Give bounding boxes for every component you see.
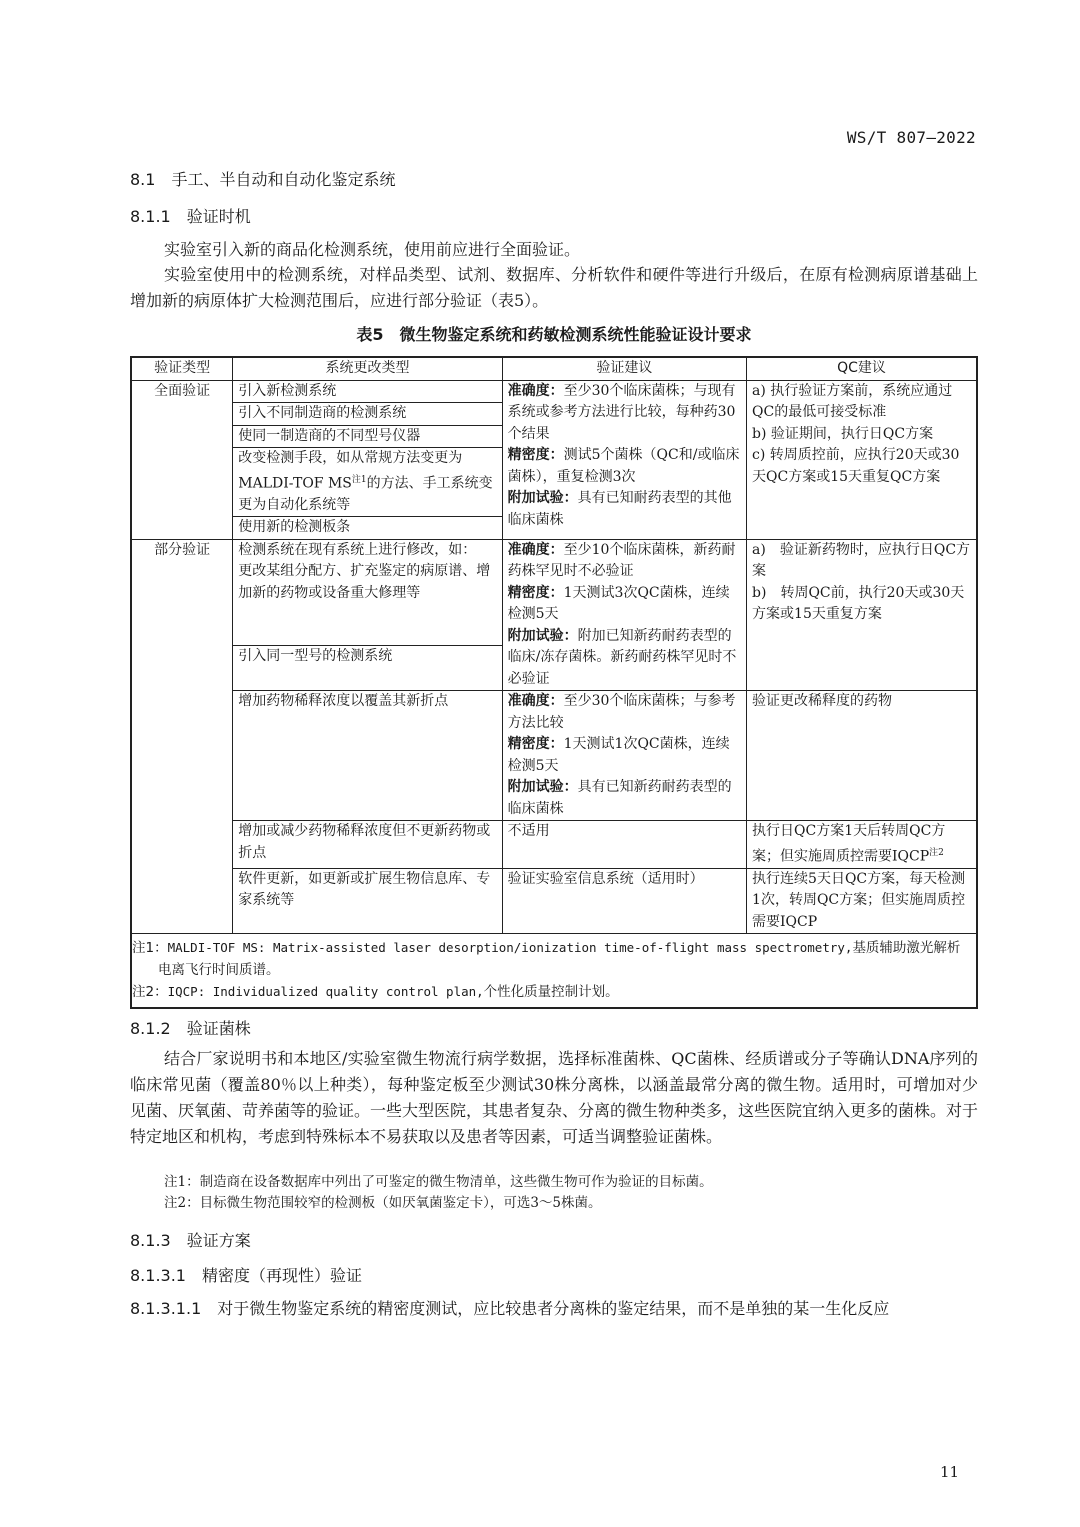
heading-number: 8.1.3 — [130, 1231, 171, 1250]
accuracy-text: 至少30个临床菌株；与参考方法比较 — [507, 693, 736, 731]
note-ref: 注2 — [929, 847, 944, 858]
qc-text: 执行日QC方案1天后转周QC方案；但实施周质控需要IQCP — [752, 823, 946, 865]
standard-id: WS/T 807—2022 — [846, 128, 976, 147]
table-note — [132, 937, 971, 981]
qc-item: a) 验证新药物时，应执行日QC方案 — [752, 541, 971, 580]
page-number: 11 — [940, 1463, 960, 1481]
change-cell: 引入不同制造商的检测系统 — [233, 403, 502, 426]
paragraph: 实验室使用中的检测系统，对样品类型、试剂、数据库、分析软件和硬件等进行升级后，在原有检测病原谱基础上增加新的病原体扩大检测范围后，应进行部分验证（表5）。 — [130, 265, 978, 310]
heading-title: 验证菌株 — [186, 1019, 251, 1038]
qc-item: b) 转周QC前，执行20天或30天方案或15天重复方案 — [752, 584, 965, 623]
heading-8-1-1 — [130, 204, 251, 227]
qc-item: b) 验证期间，执行日QC方案 — [752, 425, 934, 442]
table-note-row — [131, 934, 977, 1008]
table-note — [132, 981, 971, 1004]
change-cell: 引入同一型号的检测系统 — [233, 646, 502, 691]
table-header-cell: 验证建议 — [502, 357, 746, 380]
change-cell: 引入新检测系统 — [233, 380, 502, 403]
table-header-cell: QC建议 — [747, 357, 977, 380]
qc-cell — [747, 380, 977, 539]
note-english: MALDI-TOF MS: Matrix-assisted laser desorption/ionization time-of-flight mass spectrometry, — [167, 940, 853, 956]
heading-number: 8.1.1 — [130, 207, 171, 226]
qc-cell: 执行连续5天日QC方案，每天检测1次，转周QC方案；但实施周质控需要IQCP — [747, 868, 977, 934]
paragraph: 实验室引入新的商品化检测系统，使用前应进行全面验证。 — [164, 240, 581, 259]
table-header-cell: 验证类型 — [131, 357, 233, 380]
label-accuracy: 准确度： — [507, 382, 564, 399]
qc-cell: 验证更改稀释度的药物 — [747, 691, 977, 821]
paragraph: 结合厂家说明书和本地区/实验室微生物流行病学数据，选择标准菌株、QC菌株、经质谱或分子等确认DNA序列的临床常见菌（覆盖80％以上种类），每种鉴定板至少测试30株分离株，以涵盖最常分离的微生物。适用时，可增加对少见菌、厌氧菌、苛养菌等的验证。一些大型医院，其患者复杂、分离的微生物种类多，这些医院宜纳入更多的菌株。对于特定地区和机构，考虑到特殊标本不易获取以及患者等因素，可适当调整验证菌株。 — [130, 1049, 979, 1146]
heading-number: 8.1.2 — [130, 1019, 171, 1038]
section-note: 注1：制造商在设备数据库中列出了可鉴定的微生物清单，这些微生物可作为验证的目标菌。 — [164, 1174, 713, 1190]
heading-title: 手工、半自动和自动化鉴定系统 — [171, 170, 396, 189]
table-header-cell: 系统更改类型 — [233, 357, 502, 380]
recommendation-cell — [502, 691, 746, 821]
label-additional: 附加试验： — [507, 490, 578, 506]
label-precision: 精密度： — [507, 736, 564, 753]
table-row — [131, 539, 977, 646]
qc-cell — [747, 539, 977, 691]
additional-text: 具有已知新药耐药表型的临床菌株 — [507, 779, 732, 817]
label-accuracy: 准确度： — [507, 541, 564, 558]
heading-8-1-3 — [130, 1228, 251, 1251]
recommendation-cell — [502, 380, 746, 539]
precision-text: 测试5个菌株（QC和/或临床菌株），重复检测3次 — [507, 447, 740, 485]
label-accuracy: 准确度： — [507, 693, 564, 710]
heading-8-1 — [130, 167, 395, 190]
table-row — [131, 380, 977, 403]
heading-number: 8.1 — [130, 170, 156, 189]
label-precision: 精密度： — [507, 447, 564, 463]
note-ref: 注1 — [351, 474, 367, 485]
table-row — [131, 691, 977, 821]
clause-number: 8.1.3.1.1 — [130, 1299, 202, 1318]
change-text: 改变检测手段，如从常规方法变更为 — [238, 450, 463, 466]
clause-text: 对于微生物鉴定系统的精密度测试，应比较患者分离株的鉴定结果，而不是单独的某一生化反应 — [217, 1299, 890, 1318]
table-5 — [130, 356, 978, 1009]
maldi-abbr: MALDI-TOF MS — [238, 475, 352, 492]
change-text: 更改某组分配方、扩充鉴定的病原谱、增加新的药物或设备重大修理等 — [238, 563, 491, 601]
qc-item: c) 转周质控前，应执行20天或30天QC方案或15天重复QC方案 — [752, 447, 960, 485]
heading-title: 验证时机 — [186, 207, 251, 226]
change-cell: 增加药物稀释浓度以覆盖其新折点 — [233, 691, 502, 821]
change-cell — [233, 539, 502, 646]
note-chinese: 基质辅助激光解析电离飞行时间质谱。 — [158, 940, 961, 978]
clause-8-1-3-1-1 — [130, 1296, 978, 1321]
heading-8-1-3-1 — [130, 1263, 362, 1286]
heading-number: 8.1.3.1 — [130, 1266, 186, 1285]
recommendation-cell: 不适用 — [502, 821, 746, 869]
qc-cell — [747, 821, 977, 869]
additional-text: 附加已知新药耐药表型的临床/冻存菌株。新药耐药株罕见时不必验证 — [507, 627, 737, 687]
change-cell: 使同一制造商的不同型号仪器 — [233, 425, 502, 448]
note-chinese: 个性化质量控制计划。 — [483, 984, 619, 1001]
precision-text: 1天测试1次QC菌株，连续检测5天 — [507, 736, 730, 774]
note-english: IQCP: Individualized quality control plan, — [167, 984, 484, 1000]
change-cell — [233, 448, 502, 517]
table-row — [131, 821, 977, 869]
table-header-row — [131, 357, 977, 380]
table-notes — [131, 934, 977, 1008]
table-row — [131, 868, 977, 934]
heading-8-1-2 — [130, 1016, 251, 1039]
qc-item: a) 执行验证方案前，系统应通过QC的最低可接受标准 — [752, 382, 953, 420]
change-text: 的方法、手工系统变更为自动化系统等 — [238, 475, 493, 513]
label-precision: 精密度： — [507, 584, 564, 601]
label-additional: 附加试验： — [507, 779, 578, 796]
precision-text: 1天测试3次QC菌株，连续检测5天 — [507, 584, 730, 623]
section-note: 注2：目标微生物范围较窄的检测板（如厌氧菌鉴定卡），可选3～5株菌。 — [164, 1195, 602, 1211]
recommendation-cell: 验证实验室信息系统（适用时） — [502, 868, 746, 934]
note-label: 注2： — [132, 984, 168, 1001]
heading-title: 精密度（再现性）验证 — [202, 1266, 363, 1285]
change-cell: 软件更新，如更新或扩展生物信息库、专家系统等 — [233, 868, 502, 934]
change-cell: 使用新的检测板条 — [233, 517, 502, 540]
accuracy-text: 至少30个临床菌株；与现有系统或参考方法进行比较，每种药30个结果 — [507, 382, 736, 442]
verification-type-cell: 部分验证 — [131, 539, 233, 934]
change-cell: 增加或减少药物稀释浓度但不更新药物或折点 — [233, 821, 502, 869]
table-caption: 表5 微生物鉴定系统和药敏检测系统性能验证设计要求 — [356, 325, 752, 344]
accuracy-text: 至少10个临床菌株，新药耐药株罕见时不必验证 — [507, 541, 736, 580]
change-text: 检测系统在现有系统上进行修改，如： — [238, 541, 477, 558]
additional-text: 具有已知耐药表型的其他临床菌株 — [507, 490, 732, 528]
heading-title: 验证方案 — [186, 1231, 251, 1250]
verification-type-cell: 全面验证 — [131, 380, 233, 539]
label-additional: 附加试验： — [507, 627, 578, 644]
recommendation-cell — [502, 539, 746, 691]
note-label: 注1： — [132, 940, 168, 957]
